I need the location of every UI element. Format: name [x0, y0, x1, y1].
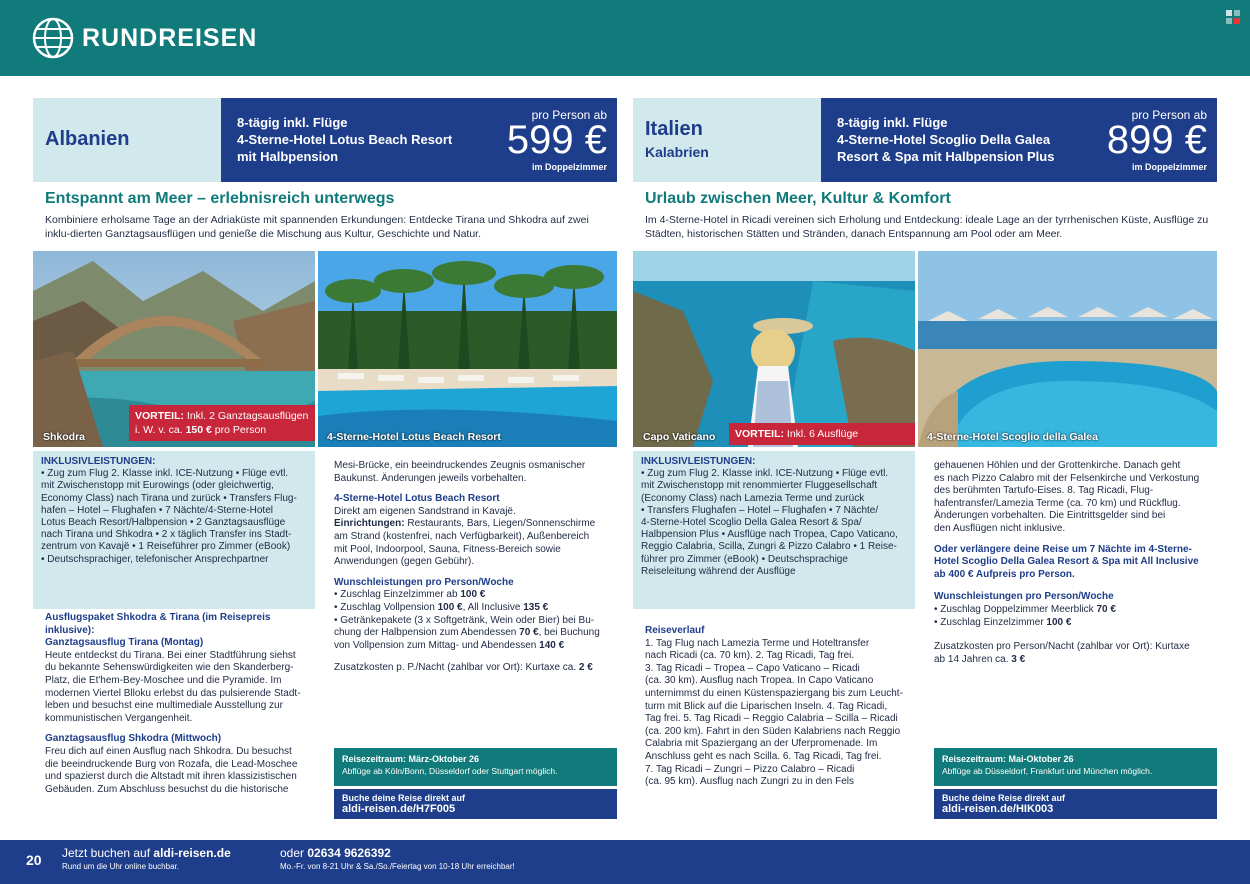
- vorteil-label: VORTEIL:: [735, 428, 784, 440]
- italy-travel-period: [934, 748, 1217, 786]
- italy-offer: [633, 98, 1217, 834]
- text-line: modernen Viertel Blloku erlebst du das pulsierende Stadt-: [45, 687, 301, 699]
- text-line: gehauenen Höhlen und der Grottenkirche. Danach geht: [934, 460, 1181, 471]
- extension-line: Oder verlängere deine Reise um 7 Nächte im 4-Sterne-: [934, 543, 1192, 555]
- italy-desc-line: Resort & Spa mit Halbpension Plus: [837, 149, 1055, 164]
- footer-phone-number[interactable]: 02634 9626392: [307, 846, 391, 860]
- text-line: mit Pool, Indoorpool, Sauna, Fitness-Bereich sowie: [334, 543, 561, 555]
- text-line: turm mit Blick auf die Liparischen Inseln. 4. Tag Ricadi,: [645, 700, 888, 712]
- text-line: unternimmst du einen Küstenspaziergang bis zum Leucht-: [645, 687, 903, 699]
- corner-mark-icon: [1226, 10, 1240, 24]
- booking-link[interactable]: aldi-reisen.de/HIK003: [942, 803, 1054, 815]
- text-line: hafentransfer/Lamezia Terme (ca. 70 km) und Rückflug.: [934, 497, 1181, 509]
- inclusive-line: führer pro Zimmer (eBook) • Deutschsprachige: [641, 553, 848, 565]
- footer-phone: [280, 846, 515, 871]
- italy-destination-box: [633, 98, 821, 182]
- albania-destination-box: [33, 98, 221, 182]
- text-line: Baukunst. Änderungen jeweils vorbehalten.: [334, 472, 527, 484]
- section-title: RUNDREISEN: [82, 24, 258, 52]
- italy-price-label: pro Person ab: [1131, 108, 1207, 122]
- text-line: (ca. 200 km). Fahrt in den Süden Kalabriens nach Reggio: [645, 725, 901, 737]
- italy-intro: Im 4-Sterne-Hotel in Ricadi vereinen sich Erholung und Entdeckung: ideale Lage an der tyrrhenischen Küste, Ausflüge zu Städten, historischen Stätten und Stränden, danach Entspannung am Pool oder am Meer.: [645, 214, 1209, 240]
- italy-headline: Urlaub zwischen Meer, Kultur & Komfort: [645, 190, 951, 207]
- albania-price-label: pro Person ab: [531, 108, 607, 122]
- extras-line: • Zuschlag Einzelzimmer 100 €: [934, 616, 1072, 628]
- italy-itinerary: [645, 625, 917, 789]
- extra-costs: Zusatzkosten p. P./Nacht (zahlbar vor Ort): Kurtaxe ca. 2 €: [334, 662, 593, 674]
- inclusive-line: Reiseleitung während der Ausflüge: [641, 565, 796, 577]
- vorteil-value: 150 €: [185, 424, 212, 436]
- text-line: die beeindruckende Burg von Rozafa, die Lead-Moschee: [45, 758, 298, 770]
- inclusive-line: • Zug zum Flug 2. Klasse inkl. ICE-Nutzung • Flüge evtl.: [41, 468, 289, 480]
- albania-offer: [33, 98, 617, 834]
- text-line: es nach Pizzo Calabro mit der Felsenkirche und Verkostung: [934, 472, 1200, 484]
- extra-costs: Zusatzkosten pro Person/Nacht (zahlbar vor Ort): Kurtaxe: [934, 641, 1190, 653]
- inclusive-line: Economy Class) nach Tirana und zurück • Transfers Flug-: [41, 492, 297, 504]
- inclusive-line: (Economy Class) nach Lamezia Terme und zurück: [641, 492, 865, 504]
- text-line: 3. Tag Ricadi – Tropea – Capo Vaticano – Ricadi: [645, 662, 860, 674]
- albania-hotel-info: [334, 460, 616, 675]
- text-line: leben und besuchst eine multimediale Ausstellung zur: [45, 700, 283, 712]
- extras-line: • Getränkepakete (3 x Softgetränk, Wein oder Bier) bei Bu-: [334, 614, 595, 626]
- vorteil-text: Inkl. 2 Ganztagsausflügen: [186, 410, 309, 422]
- text-line: Freu dich auf einen Ausflug nach Shkodra. Du besuchst: [45, 745, 292, 757]
- travel-period: Reisezeitraum: März-Oktober 26: [342, 754, 480, 764]
- footer-or: oder: [280, 846, 305, 860]
- text-line: nach Ricadi (ca. 70 km). 2. Tag Ricadi, Tag frei.: [645, 650, 855, 662]
- vorteil-text: i. W. v. ca.: [135, 424, 183, 436]
- albania-travel-period: [334, 748, 617, 786]
- text-line: am Strand (kostenfrei, nach Verfügbarkeit), Außenbereich: [334, 530, 590, 542]
- text-line: Restaurants, Bars, Liegen/Sonnenschirme: [407, 518, 596, 530]
- inclusive-line: mit Zwischenstopp mit Eurowings (oder gleichwertig,: [41, 480, 274, 492]
- footer-booking-sub: Rund um die Uhr online buchbar.: [62, 862, 179, 871]
- italy-desc-line: 8-tägig inkl. Flüge: [837, 115, 948, 130]
- italy-destination: Italien: [645, 118, 703, 140]
- booking-text: Buche deine Reise direkt auf: [342, 793, 466, 803]
- extra-costs: ab 14 Jahren ca. 3 €: [934, 653, 1026, 665]
- extension-line: Hotel Scoglio Della Galea Resort & Spa mit All Inclusive: [934, 556, 1199, 568]
- text-line: und spazierst durch die Altstadt mit ihren klassizistischen: [45, 771, 297, 783]
- travel-period: Reisezeitraum: Mai-Oktober 26: [942, 754, 1074, 764]
- extras-line: von Vollpension zum Mittag- und Abendessen 140 €: [334, 639, 565, 651]
- italy-photo-capo-vaticano: [633, 251, 915, 447]
- text-line: kommunistischen Vergangenheit.: [45, 712, 193, 724]
- albania-price: 599 €: [506, 118, 607, 162]
- inclusive-title: INKLUSIVLEISTUNGEN:: [641, 456, 756, 467]
- albania-desc-line: 8-tägig inkl. Flüge: [237, 115, 348, 130]
- albania-booking-box[interactable]: [334, 789, 617, 819]
- excursion-package-title: Ausflugspaket Shkodra & Tirana (im Reisepreis inklusive):: [45, 612, 271, 636]
- italy-region: Kalabrien: [645, 144, 709, 160]
- hotel-title: 4-Sterne-Hotel Lotus Beach Resort: [334, 493, 500, 505]
- albania-destination: Albanien: [45, 128, 130, 150]
- shkodra-title: Ganztagsausflug Shkodra (Mittwoch): [45, 733, 222, 745]
- albania-excursions: [45, 612, 315, 796]
- albania-description: [237, 114, 497, 165]
- extras-line: • Zuschlag Doppelzimmer Meerblick 70 €: [934, 603, 1116, 615]
- extension-line: ab 400 € Aufpreis pro Person.: [934, 568, 1075, 580]
- text-line: des berühmten Tartufo-Eises. 8. Tag Ricadi, Flug-: [934, 485, 1154, 497]
- facilities-label: Einrichtungen:: [334, 518, 405, 530]
- extras-line: • Zuschlag Einzelzimmer ab 100 €: [334, 589, 486, 601]
- extras-title: Wunschleistungen pro Person/Woche: [334, 576, 514, 588]
- albania-intro: Kombiniere erholsame Tage an der Adriaküste mit spannenden Erkundungen: Entdecke Tirana und Shkodra auf zwei inklu-dierten Ganztagsausflügen und genieße die Mischung aus Kultur, Geschichte und Natur.: [45, 214, 589, 240]
- italy-details: [934, 460, 1217, 666]
- italy-room-type: im Doppelzimmer: [1131, 162, 1207, 172]
- inclusive-line: mit Zwischenstopp mit renommierter Fluggesellschaft: [641, 480, 878, 492]
- inclusive-line: • Transfers Flughafen – Hotel – Flughafen • 7 Nächte/: [641, 504, 879, 516]
- header-bar: [0, 0, 1250, 76]
- vorteil-text: Inkl. 6 Ausflüge: [786, 428, 859, 440]
- departures: Abflüge ab Düsseldorf, Frankfurt und München möglich.: [942, 766, 1153, 776]
- inclusive-line: hafen – Hotel – Flughafen • 7 Nächte/4-Sterne-Hotel: [41, 504, 273, 516]
- italy-header: [633, 98, 1217, 182]
- albania-vorteil-badge: [129, 405, 315, 441]
- inclusive-line: • Zug zum Flug 2. Klasse inkl. ICE-Nutzung • Flüge evtl.: [641, 468, 889, 480]
- italy-desc-line: 4-Sterne-Hotel Scoglio Della Galea: [837, 132, 1051, 147]
- italy-photo-hotel: [918, 251, 1217, 447]
- text-line: du bekannte Sehenswürdigkeiten wie den Skanderberg-: [45, 662, 294, 674]
- itinerary-title: Reiseverlauf: [645, 625, 705, 636]
- extras-line: chung der Halbpension zum Abendessen 70 €, bei Buchung: [334, 627, 600, 639]
- text-line: Mesi-Brücke, ein beeindruckendes Zeugnis osmanischer: [334, 460, 586, 471]
- tirana-title: Ganztagsausflug Tirana (Montag): [45, 637, 204, 649]
- globe-icon: [32, 17, 74, 59]
- albania-photo1-caption: Shkodra: [43, 431, 86, 443]
- inclusive-line: Reggio Calabria, Scilla, Zungri & Pizzo Calabro • 1 Reise-: [641, 541, 897, 553]
- text-line: (ca. 30 km). Ausflug nach Tropea. In Capo Vaticano: [645, 675, 874, 687]
- text-line: Calabria mit Spaziergang an der Uferpromenade. Im: [645, 738, 878, 750]
- page-number: 20: [26, 852, 42, 868]
- inclusive-title: INKLUSIVLEISTUNGEN:: [41, 456, 156, 467]
- albania-desc-line: mit Halbpension: [237, 149, 339, 164]
- text-line: Änderungen vorbehalten. Die Eintrittsgelder sind bei: [934, 510, 1166, 522]
- inclusive-line: • Deutschsprachiger, telefonischer Ansprechpartner: [41, 553, 269, 565]
- extras-title: Wunschleistungen pro Person/Woche: [934, 591, 1114, 603]
- italy-description: [837, 114, 1097, 165]
- italy-vorteil-badge: [729, 423, 915, 445]
- footer-booking: [62, 846, 231, 871]
- italy-photo1-caption: Capo Vaticano: [643, 431, 716, 443]
- vorteil-text: pro Person: [214, 424, 267, 436]
- text-line: Gebäuden. Zum Abschluss besuchst du die historische: [45, 783, 289, 795]
- footer-website-link[interactable]: aldi-reisen.de: [153, 846, 231, 860]
- text-line: Platz, die Et'hem-Bey-Moschee und die Pyramide. Im: [45, 674, 282, 686]
- text-line: Anschluss geht es nach Scilla. 6. Tag Ricadi, Tag frei.: [645, 750, 882, 762]
- inclusive-line: Halbpension Plus • Ausflüge nach Tropea, Capo Vaticano,: [641, 529, 898, 541]
- booking-link[interactable]: aldi-reisen.de/H7F005: [342, 803, 456, 815]
- italy-photo2-caption: 4-Sterne-Hotel Scoglio della Galea: [927, 431, 1098, 443]
- inclusive-line: 4-Sterne-Hotel Scoglio Della Galea Resort & Spa/: [641, 517, 862, 529]
- departures: Abflüge ab Köln/Bonn, Düsseldorf oder Stuttgart möglich.: [342, 766, 558, 776]
- vorteil-label: VORTEIL:: [135, 410, 184, 422]
- text-line: Direkt am eigenen Sandstrand in Kavajë.: [334, 505, 516, 517]
- inclusive-line: zentrum von Kavajë • 1 Reiseführer pro Zimmer (eBook): [41, 541, 291, 553]
- text-line: 1. Tag Flug nach Lamezia Terme und Hoteltransfer: [645, 637, 870, 649]
- albania-header: [33, 98, 617, 182]
- italy-booking-box[interactable]: [934, 789, 1217, 819]
- text-line: 7. Tag Ricadi – Zungri – Pizzo Calabro – Ricadi: [645, 763, 855, 775]
- inclusive-line: nach Tirana und Shkodra • 2 x täglich Transfer ins Stadt-: [41, 529, 292, 541]
- text-line: (ca. 95 km). Ausflug nach Zungri zu in den Fels: [645, 776, 854, 788]
- extras-line: • Zuschlag Vollpension 100 €, All Inclusive 135 €: [334, 601, 549, 613]
- footer-bar: [0, 840, 1250, 884]
- text-line: Anwendungen (gegen Gebühr).: [334, 556, 475, 568]
- footer-phone-hours: Mo.-Fr. von 8-21 Uhr & Sa./So./Feiertag von 10-18 Uhr erreichbar!: [280, 862, 515, 871]
- text-line: Tag frei. 5. Tag Ricadi – Reggio Calabria – Scilla – Ricadi: [645, 713, 898, 725]
- albania-headline: Entspannt am Meer – erlebnisreich unterwegs: [45, 190, 395, 207]
- albania-inclusive-box: [33, 451, 315, 609]
- text-line: Heute entdeckst du Tirana. Bei einer Stadtführung siehst: [45, 649, 296, 661]
- booking-text: Buche deine Reise direkt auf: [942, 793, 1066, 803]
- text-line: den Ausflügen nicht inklusive.: [934, 522, 1066, 534]
- italy-price: 899 €: [1106, 118, 1207, 162]
- albania-photo-hotel: [318, 251, 617, 447]
- albania-desc-line: 4-Sterne-Hotel Lotus Beach Resort: [237, 132, 453, 147]
- albania-room-type: im Doppelzimmer: [531, 162, 607, 172]
- italy-inclusive-box: [633, 451, 915, 609]
- inclusive-line: Lotus Beach Resort/Halbpension • 2 Ganztagsausflüge: [41, 517, 286, 529]
- albania-photo2-caption: 4-Sterne-Hotel Lotus Beach Resort: [327, 431, 501, 443]
- footer-booking-prefix: Jetzt buchen auf: [62, 846, 151, 860]
